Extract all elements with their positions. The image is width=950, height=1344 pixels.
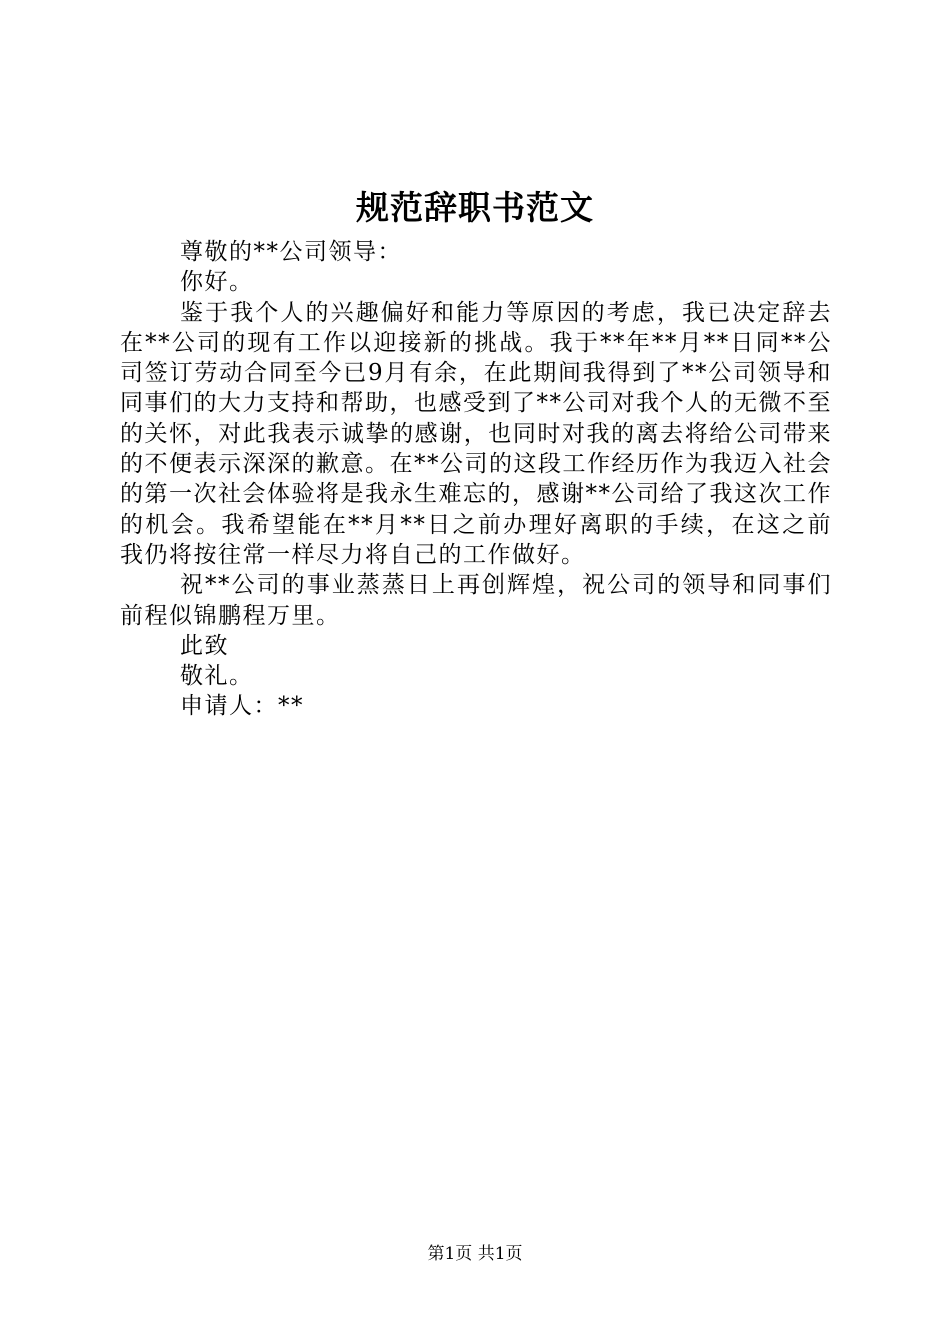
main-paragraph: 鉴于我个人的兴趣偏好和能力等原因的考虑，我已决定辞去在**公司的现有工作以迎接新的挑战。我于**年**月**日同**公司签订劳动合同至今已9月有余，在此期间我得到了**公司领导和同事们的大力支持和帮助，也感受到了**公司对我个人的无微不至的关怀，对此我表示诚挚的感谢，也同时对我的离去将给公司带来的不便表示深深的歉意。在**公司的这段工作经历作为我迈入社会的第一次社会体验将是我永生难忘的，感谢**公司给了我这次工作的机会。我希望能在**月**日之前办理好离职的手续，在这之前我仍将按往常一样尽力将自己的工作做好。 [120, 299, 832, 568]
document-title: 规范辞职书范文 [356, 188, 594, 227]
document-body [120, 237, 832, 722]
salutation: 尊敬的**公司领导： [180, 239, 402, 265]
regards-line: 敬礼。 [180, 663, 254, 690]
page-footer: 第1页 共1页 [427, 1244, 523, 1264]
applicant-line: 申请人：** [180, 693, 304, 720]
closing-line: 此致 [180, 632, 229, 659]
greeting: 你好。 [180, 269, 254, 296]
wishes-paragraph: 祝**公司的事业蒸蒸日上再创辉煌，祝公司的领导和同事们前程似锦鹏程万里。 [120, 572, 832, 629]
